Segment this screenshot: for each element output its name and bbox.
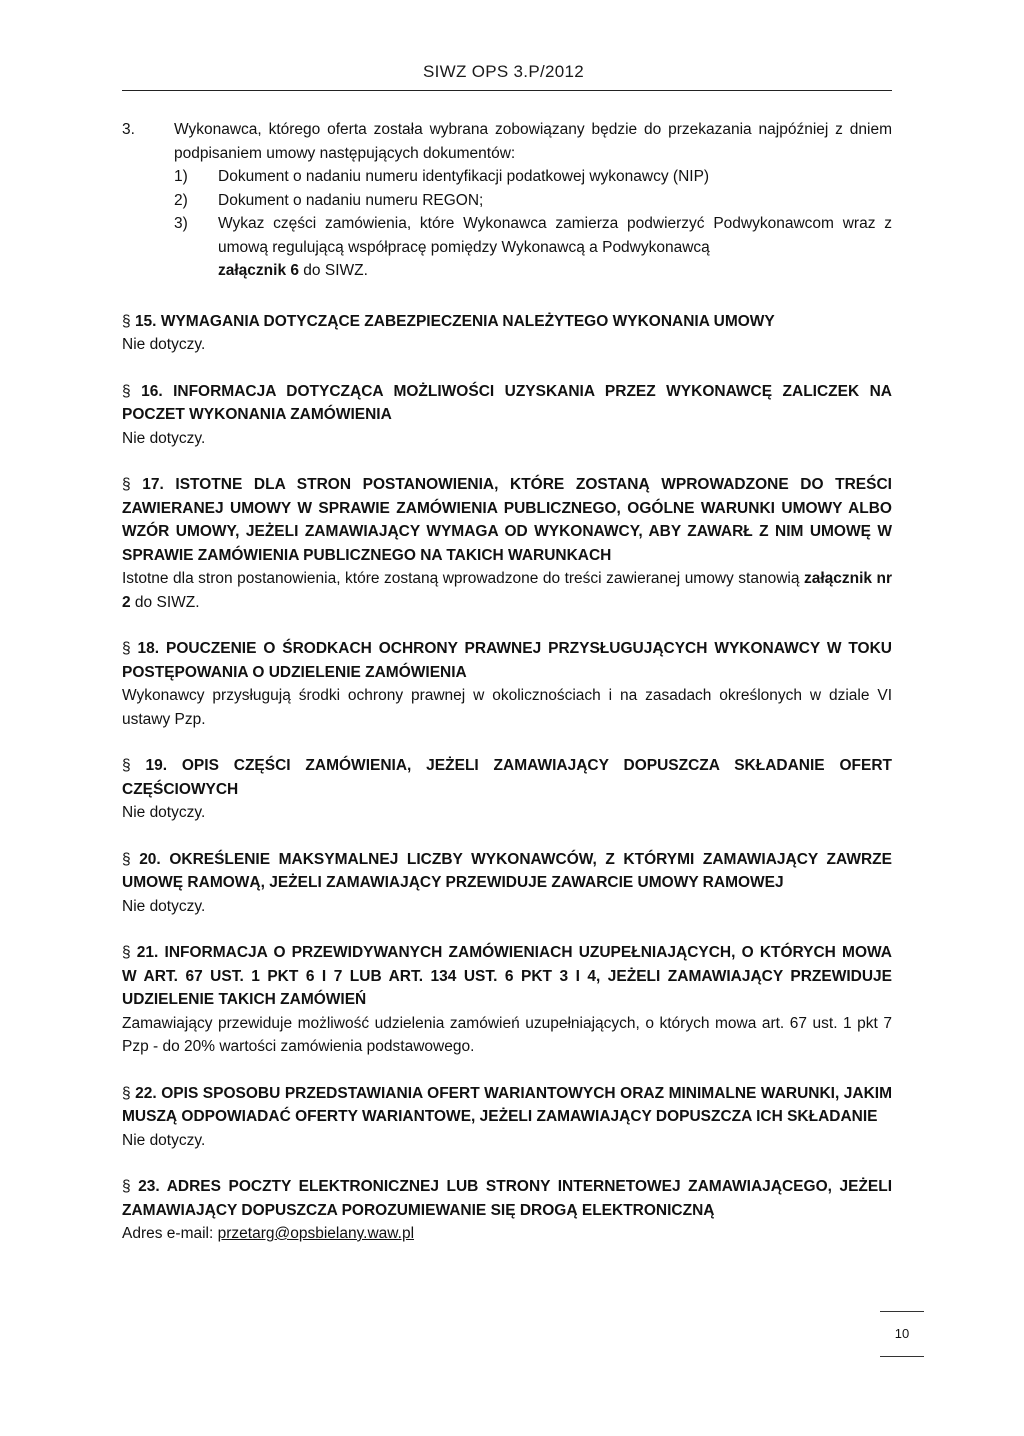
section-body: Nie dotyczy. xyxy=(122,336,206,353)
item-intro: Wykonawca, którego oferta została wybrana zobowiązany będzie do przekazania najpóźniej z dniem podpisaniem umowy następujących dokumentów: xyxy=(174,121,892,162)
section-number: 20. xyxy=(139,850,161,868)
section-20 xyxy=(122,848,892,919)
header-rule xyxy=(122,90,892,91)
section-16 xyxy=(122,380,892,451)
section-body-text: Istotne dla stron postanowienia, które zostaną wprowadzone do treści zawieranej umowy stanowią xyxy=(122,570,800,587)
section-17 xyxy=(122,473,892,614)
section-title xyxy=(122,310,892,334)
sub-item xyxy=(174,189,892,213)
section-heading: WYMAGANIA DOTYCZĄCE ZABEZPIECZENIA NALEŻYTEGO WYKONANIA UMOWY xyxy=(160,312,775,330)
attachment-reference: załącznik nr 2 xyxy=(122,570,893,611)
section-22 xyxy=(122,1082,892,1153)
section-number: 22. xyxy=(135,1084,157,1102)
sub-item-number: 3) xyxy=(174,215,188,232)
section-number: 18. xyxy=(137,640,160,657)
sub-item xyxy=(174,165,892,189)
section-15 xyxy=(122,310,892,357)
section-body xyxy=(122,1222,892,1246)
section-title xyxy=(122,848,892,895)
section-number: 23. xyxy=(138,1178,160,1195)
section-body: Zamawiający przewiduje możliwość udzielenia zamówień uzupełniających, o których mowa art. 67 ust. 1 pkt 7 Pzp - do 20% wartości zamówienia podstawowego. xyxy=(122,1014,892,1055)
section-18 xyxy=(122,637,892,731)
section-number: 15. xyxy=(134,312,157,330)
document-content xyxy=(122,118,892,1246)
section-body-tail: do SIWZ. xyxy=(130,593,200,611)
section-symbol: § xyxy=(122,382,131,400)
document-code: SIWZ OPS 3.P/2012 xyxy=(423,62,584,81)
item-number: 3. xyxy=(122,121,135,138)
attachment-reference: załącznik 6 xyxy=(218,262,299,279)
section-symbol: § xyxy=(122,1178,131,1195)
section-symbol: § xyxy=(122,757,131,774)
section-heading: OKREŚLENIE MAKSYMALNEJ LICZBY WYKONAWCÓW, Z KTÓRYMI ZAMAWIAJĄCY ZAWRZE UMOWĘ RAMOWĄ, JEŻELI ZAMAWIAJĄCY PRZEWIDUJE ZAWARCIE UMOWY RAMOWEJ xyxy=(122,850,892,891)
section-heading: POUCZENIE O ŚRODKACH OCHRONY PRAWNEJ PRZYSŁUGUJĄCYCH WYKONAWCY W TOKU POSTĘPOWANIA O UDZIELENIE ZAMÓWIENIA xyxy=(122,640,893,681)
section-symbol: § xyxy=(122,476,131,493)
section-number: 21. xyxy=(136,944,159,961)
section-body: Nie dotyczy. xyxy=(122,429,206,447)
footer-rule-bottom xyxy=(880,1356,924,1357)
section-title xyxy=(122,380,892,427)
section-heading: ADRES POCZTY ELEKTRONICZNEJ LUB STRONY INTERNETOWEJ ZAMAWIAJĄCEGO, JEŻELI ZAMAWIAJĄCY DOPUSZCZA POROZUMIEWANIE SIĘ DROGĄ ELEKTRONICZNĄ xyxy=(122,1178,893,1219)
footer-rule-top xyxy=(880,1311,924,1312)
sub-item-text-main: Wykaz części zamówienia, które Wykonawca zamierza podwierzyć Podwykonawcom wraz z umową regulującą współpracę pomiędzy Wykonawcą a Podwykonawcą xyxy=(218,215,892,256)
section-21 xyxy=(122,941,892,1059)
email-link[interactable]: przetarg@opsbielany.waw.pl xyxy=(217,1225,415,1242)
section-19 xyxy=(122,754,892,825)
email-label: Adres e-mail: xyxy=(122,1225,218,1242)
section-number: 19. xyxy=(145,757,168,774)
section-body: Nie dotyczy. xyxy=(122,897,206,915)
section-title xyxy=(122,1082,892,1129)
sub-item-text: Dokument o nadaniu numeru REGON; xyxy=(218,191,484,209)
sub-item-text-tail: do SIWZ. xyxy=(299,262,368,279)
section-heading: ISTOTNE DLA STRON POSTANOWIENIA, KTÓRE ZOSTANĄ WPROWADZONE DO TREŚCI ZAWIERANEJ UMOWY W SPRAWIE ZAMÓWIENIA PUBLICZNEGO, OGÓLNE WARUNKI UMOWY ALBO WZÓR UMOWY, JEŻELI ZAMAWIAJĄCY WYMAGA OD WYKONAWCY, ABY ZAWARŁ Z NIM UMOWĘ W SPRAWIE ZAMÓWIENIA PUBLICZNEGO NA TAKICH WARUNKACH xyxy=(122,476,892,564)
section-title xyxy=(122,754,892,801)
sub-item-text: Dokument o nadaniu numeru identyfikacji podatkowej wykonawcy (NIP) xyxy=(218,168,710,185)
section-number: 16. xyxy=(141,382,163,400)
section-symbol: § xyxy=(122,1084,131,1102)
section-symbol: § xyxy=(122,944,131,961)
section-body: Nie dotyczy. xyxy=(122,804,206,821)
page-number: 10 xyxy=(894,1326,910,1341)
section-body xyxy=(122,567,892,614)
section-symbol: § xyxy=(122,312,131,330)
section-heading: INFORMACJA O PRZEWIDYWANYCH ZAMÓWIENIACH UZUPEŁNIAJĄCYCH, O KTÓRYCH MOWA W ART. 67 UST. 1 PKT 6 I 7 LUB ART. 134 UST. 6 PKT 3 I 4, JEŻELI ZAMAWIAJĄCY PRZEWIDUJE UDZIELENIE TAKICH ZAMÓWIEŃ xyxy=(122,944,892,1008)
section-title xyxy=(122,637,892,684)
section-heading: INFORMACJA DOTYCZĄCA MOŻLIWOŚCI UZYSKANIA PRZEZ WYKONAWCĘ ZALICZEK NA POCZET WYKONANIA ZAMÓWIENIA xyxy=(122,382,892,423)
sub-item-number: 1) xyxy=(174,168,188,185)
section-number: 17. xyxy=(142,476,164,493)
section-title xyxy=(122,1175,892,1222)
section-body: Nie dotyczy. xyxy=(122,1131,206,1149)
section-body: Wykonawcy przysługują środki ochrony prawnej w okolicznościach i na zasadach określonych w dziale VI ustawy Pzp. xyxy=(122,687,892,728)
section-heading: OPIS SPOSOBU PRZEDSTAWIANIA OFERT WARIANTOWYCH ORAZ MINIMALNE WARUNKI, JAKIM MUSZĄ ODPOWIADAĆ OFERTY WARIANTOWE, JEŻELI ZAMAWIAJĄCY DOPUSZCZA ICH SKŁADANIE xyxy=(122,1084,893,1125)
sub-item-text xyxy=(218,212,892,283)
sub-item xyxy=(174,212,892,283)
item-body xyxy=(174,118,892,283)
sub-item-number: 2) xyxy=(174,191,188,209)
section-23 xyxy=(122,1175,892,1246)
item-3 xyxy=(122,118,892,283)
section-title xyxy=(122,473,892,567)
section-title xyxy=(122,941,892,1012)
section-symbol: § xyxy=(122,640,131,657)
section-heading: OPIS CZĘŚCI ZAMÓWIENIA, JEŻELI ZAMAWIAJĄCY DOPUSZCZA SKŁADANIE OFERT CZĘŚCIOWYCH xyxy=(122,757,892,798)
section-symbol: § xyxy=(122,850,131,868)
